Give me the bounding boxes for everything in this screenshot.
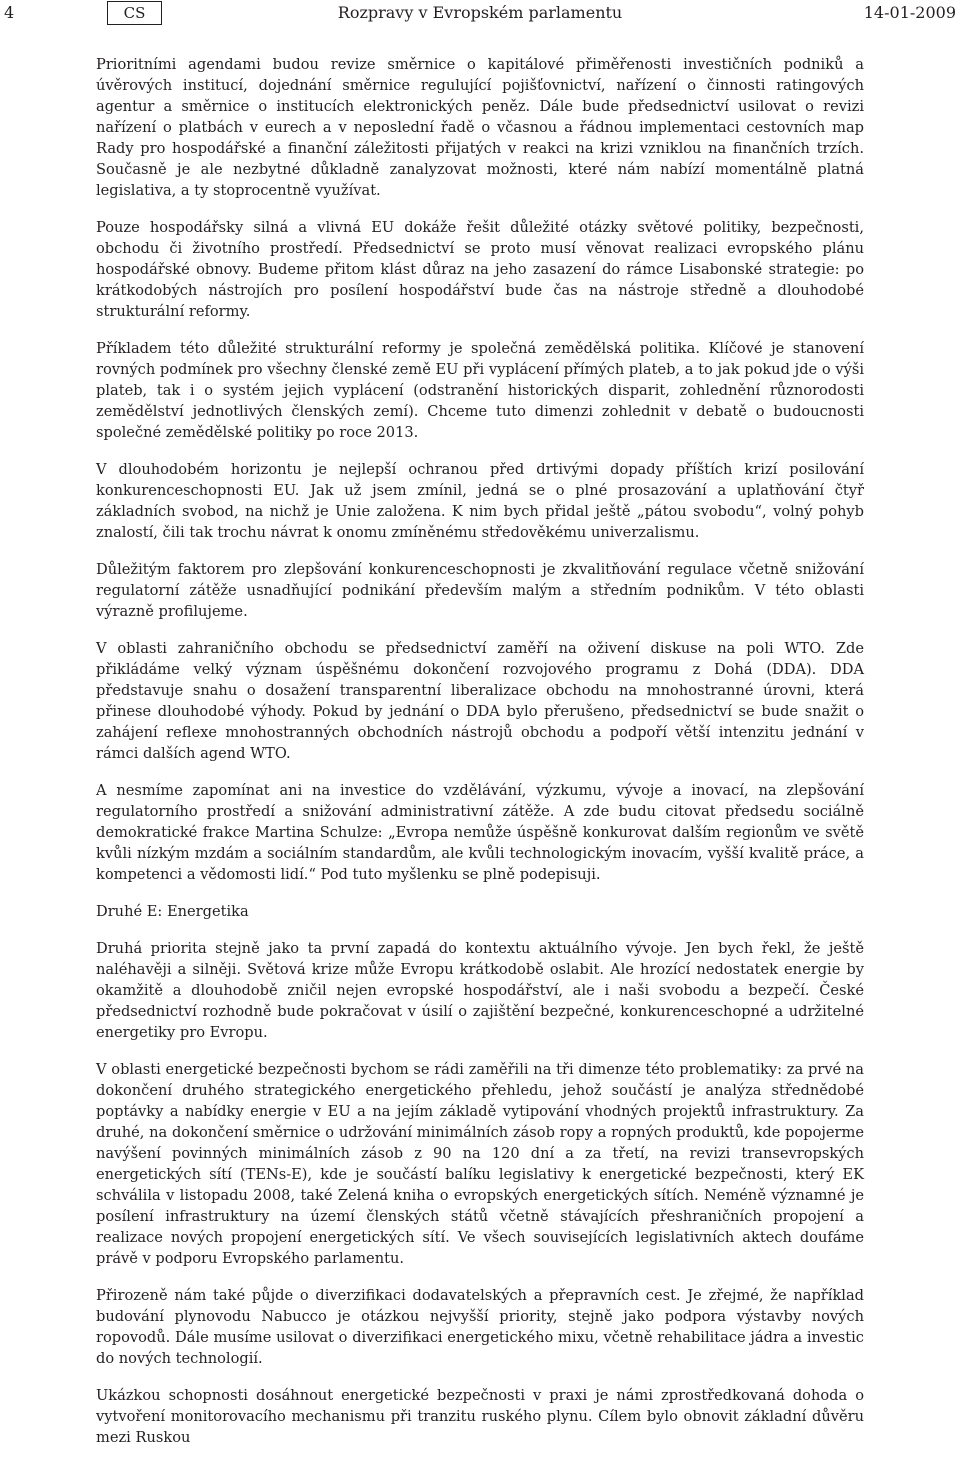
paragraph: Pouze hospodářsky silná a vlivná EU dokáže řešit důležité otázky světové politiky, bezpečnosti, obchodu či životního prostředí. Předsednictví se proto musí věnovat realizaci evropského plánu hospodářské obnovy. Budeme přitom klást důraz na jeho zasazení do rámce Lisabonské strategie: po krátkodobých nástrojích pro posílení hospodářství bude čas na nástroje středně a dlouhodobé strukturální reformy. xyxy=(96,219,864,320)
paragraph: A nesmíme zapomínat ani na investice do vzdělávání, výzkumu, vývoje a inovací, na zlepšování regulatorního prostředí a snižování administrativní zátěže. A zde budu citovat předsedu sociálně demokratické frakce Martina Schulze: „Evropa nemůže úspěšně konkurovat dalším regionům ve světě kvůli nízkým mzdám a sociálním standardům, ale kvůli technologickým inovacím, vyšší kvalitě práce, a kompetenci a vědomosti lidí.“ Pod tuto myšlenku se plně podepisuji. xyxy=(96,782,864,883)
paragraph: V oblasti energetické bezpečnosti bychom se rádi zaměřili na tři dimenze této problematiky: za prvé na dokončení druhého strategického energetického přehledu, jehož součástí je analýza střednědobé poptávky a nabídky energie v EU a na jejím základě vytipování vhodných projektů infrastruktury. Za druhé, na dokončení směrnice o udržování minimálních zásob ropy a ropných produktů, kde popojerme navýšení povinných minimálních zásob z 90 na 120 dní a za třetí, na revizi transevropských energetických sítí (TENs-E), kde je součástí balíku legislativy k energetické bezpečnosti, který EK schválila v listopadu 2008, také Zelená kniha o evropských energetických sítích. Neméně významné je posílení infrastruktury na území členských států včetně stávajících přeshraničních propojení a realizace nových propojení energetických sítí. Ve všech souvisejících legislativních aktech doufáme právě v podporu Evropského parlamentu. xyxy=(96,1061,864,1267)
paragraph: Druhá priorita stejně jako ta první zapadá do kontextu aktuálního vývoje. Jen bych řekl, že ještě naléhavěji a silněji. Světová krize může Evropu krátkodobě oslabit. Ale hrozící nedostatek energie by okamžitě a dlouhodobě zničil nejen evropské hospodářství, ale i naši svobodu a bezpečí. České předsednictví rozhodně bude pokračovat v úsilí o zajištění bezpečné, konkurenceschopné a udržitelné energetiky pro Evropu. xyxy=(96,940,864,1041)
paragraph: Důležitým faktorem pro zlepšování konkurenceschopnosti je zkvalitňování regulace včetně snižování regulatorní zátěže usnadňující podnikání především malým a středním podnikům. V této oblasti výrazně profilujeme. xyxy=(96,561,864,620)
sitting-date: 14-01-2009 xyxy=(863,3,956,22)
paragraph: Přirozeně nám také půjde o diverzifikaci dodavatelských a přepravních cest. Je zřejmé, že například budování plynovodu Nabucco je otázkou nejvyšší priority, stejně jako podpora výstavby nových ropovodů. Dále musíme usilovat o diverzifikaci energetického mixu, včetně rehabilitace jádra a investic do nových technologií. xyxy=(96,1287,864,1367)
paragraph: Ukázkou schopnosti dosáhnout energetické bezpečnosti v praxi je námi zprostředkovaná dohoda o vytvoření monitorovacího mechanismu při tranzitu ruského plynu. Cílem bylo obnovit základní důvěru mezi Ruskou xyxy=(96,1387,864,1446)
paragraph: Prioritními agendami budou revize směrnice o kapitálové přiměřenosti investičních podniků a úvěrových institucí, dojednání směrnice regulující pojišťovnictví, nařízení o činnosti ratingových agentur a směrnice o institucích elektronických peněz. Dále bude předsednictví usilovat o revizi nařízení o platbách v eurech a v neposlední řadě o včasnou a řádnou implementaci cestovních map Rady pro hospodářské a finanční záležitosti přijatých v reakci na krizi vzniklou na finančních trzích. Současně je ale nezbytné důkladně zanalyzovat možnosti, které nám nabízí momentálně platná legislativa, a ty stoprocentně využívat. xyxy=(96,56,864,199)
page-number: 4 xyxy=(4,3,15,22)
section-heading: Druhé E: Energetika xyxy=(96,903,249,920)
paragraph: V dlouhodobém horizontu je nejlepší ochranou před drtivými dopady příštích krizí posilování konkurenceschopnosti EU. Jak už jsem zmínil, jedná se o plné prosazování a uplatňování čtyř základních svobod, na nichž je Unie založena. K nim bych přidal ještě „pátou svobodu“, volný pohyb znalostí, čili tak trochu návrat k onomu zmíněnému středověkému univerzalismu. xyxy=(96,461,864,541)
paragraph: V oblasti zahraničního obchodu se předsednictví zaměří na oživení diskuse na poli WTO. Zde přikládáme velký význam úspěšnému dokončení rozvojového programu z Dohá (DDA). DDA představuje snahu o dosažení transparentní liberalizace obchodu na mnohostranné úrovni, která přinese dlouhodobé výhody. Pokud by jednání o DDA bylo přerušeno, předsednictví se bude snažit o zahájení reflexe mnohostranných obchodních nástrojů obchodu a podpoří větší intenzitu jednání v rámci dalších agend WTO. xyxy=(96,640,864,762)
paragraph: Příkladem této důležité strukturální reformy je společná zemědělská politika. Klíčové je stanovení rovných podmínek pro všechny členské země EU při vyplácení přímých plateb, a to jak pokud jde o výši plateb, tak i o systém jejich vyplácení (odstranění historických disparit, zohlednění různorodosti zemědělství jednotlivých členských zemí). Chceme tuto dimenzi zohlednit v debatě o budoucnosti společné zemědělské politiky po roce 2013. xyxy=(96,340,864,441)
running-title: Rozpravy v Evropském parlamentu xyxy=(337,3,623,22)
page-header xyxy=(0,0,960,30)
document-body xyxy=(96,54,864,1464)
language-code-box: CS xyxy=(107,1,162,25)
